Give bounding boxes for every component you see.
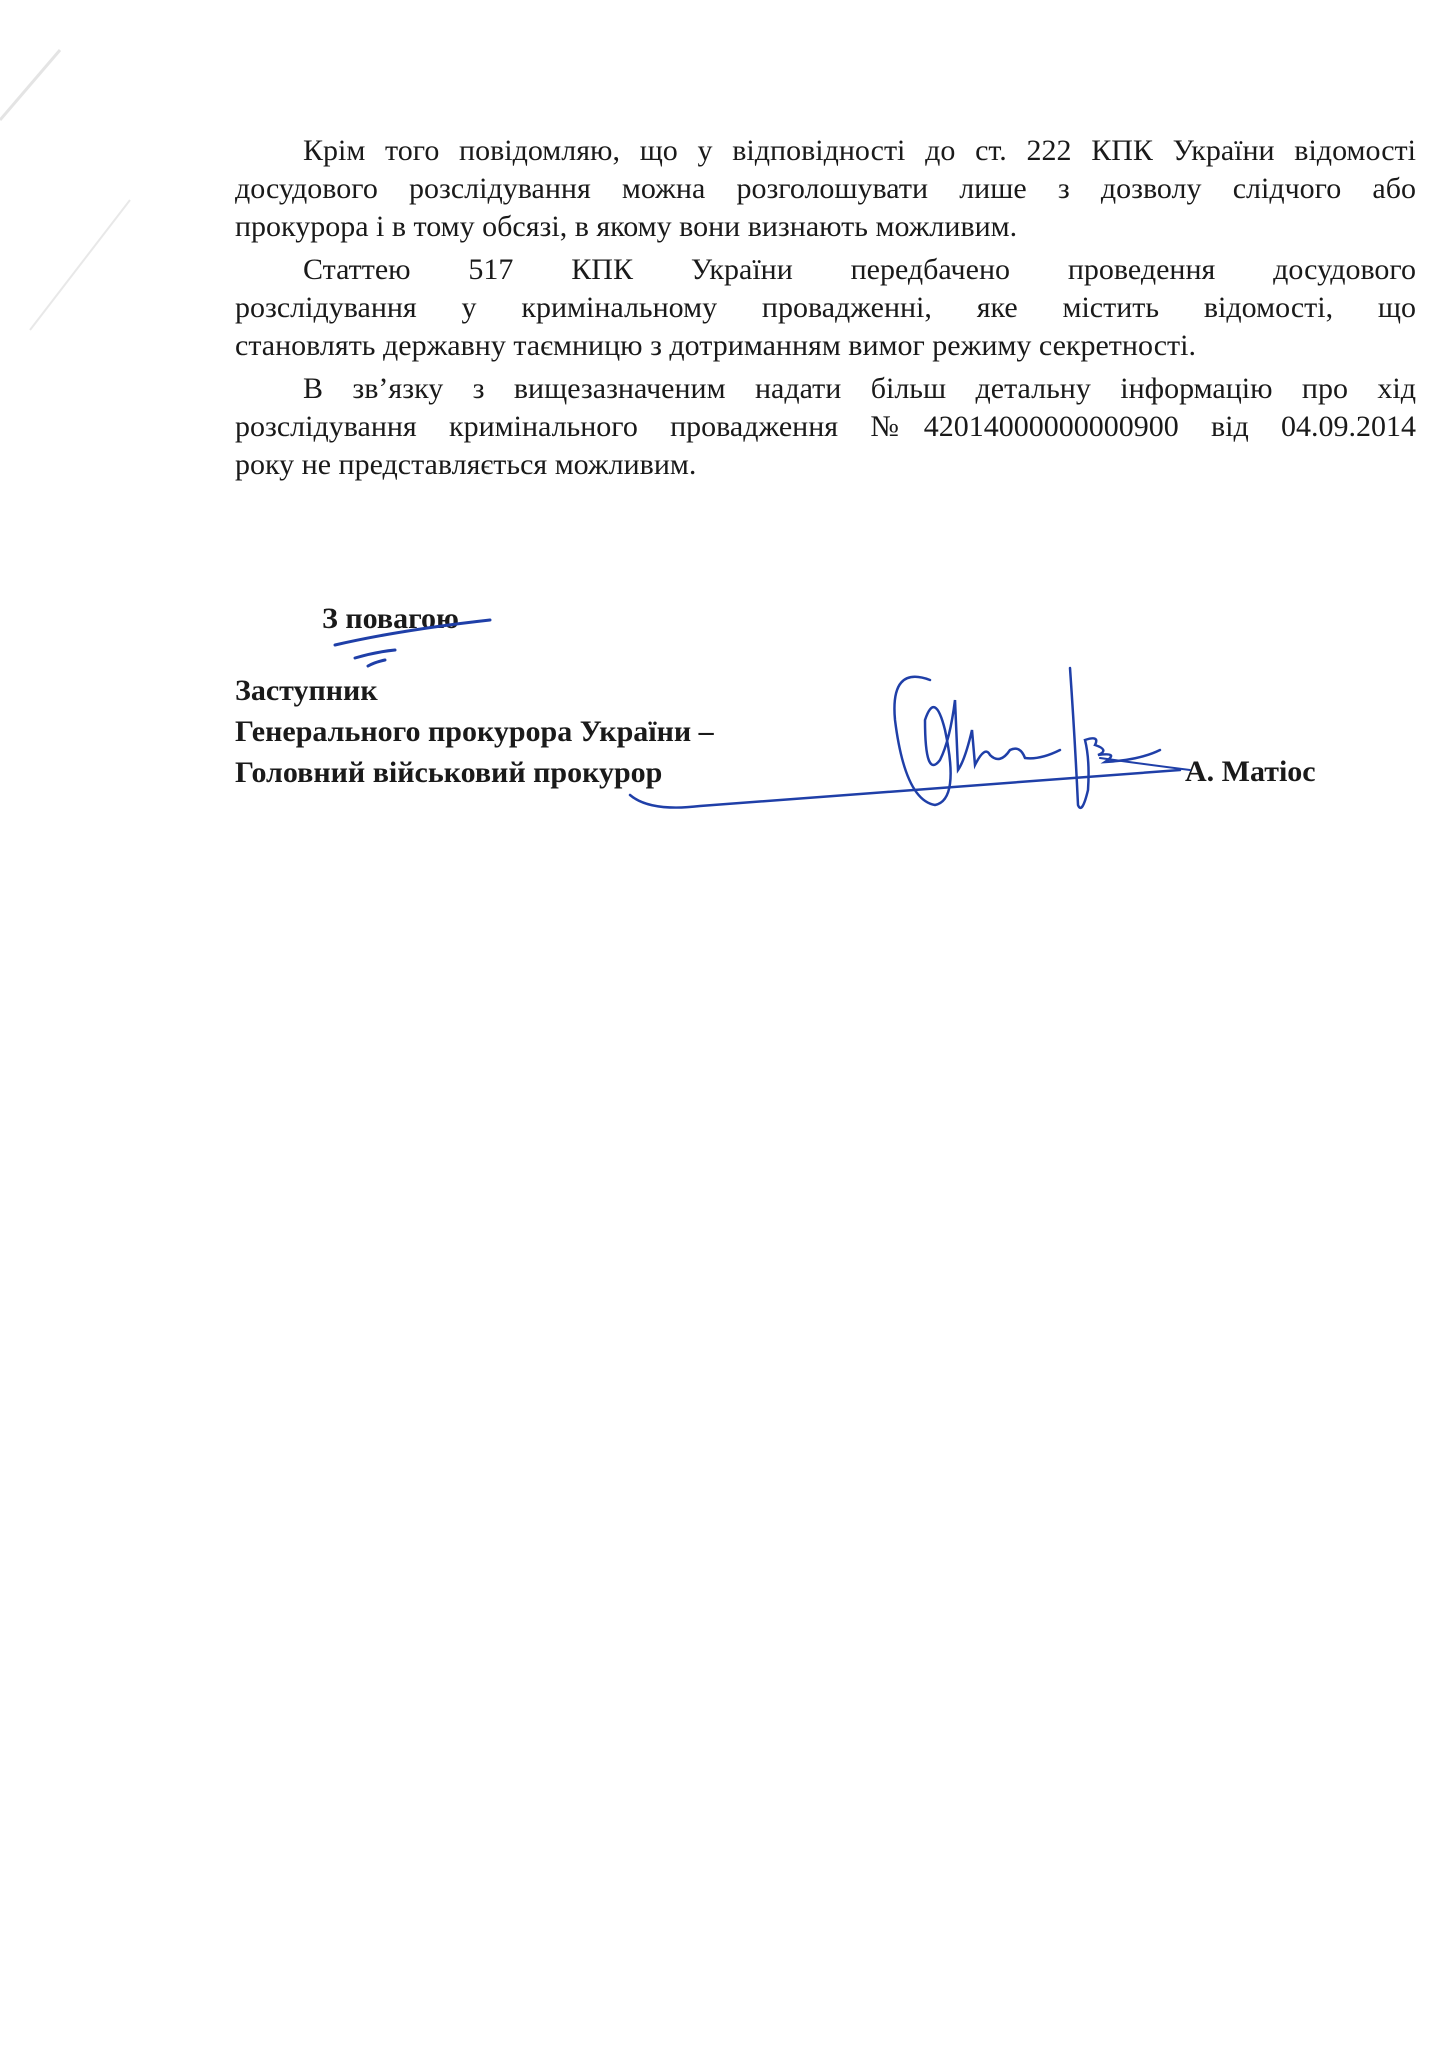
position-line: Генерального прокурора України – (235, 715, 714, 748)
text-line: Статтею 517 КПК України передбачено проведення досудового (303, 253, 1416, 286)
signatory-position (235, 670, 714, 793)
text-line: розслідування у кримінальному провадженні, яке містить відомості, що (235, 291, 1416, 324)
letter-body (235, 132, 1416, 489)
position-line: Головний військовий прокурор (235, 756, 663, 789)
text-line: прокурора і в тому обсязі, в якому вони визнають можливим. (235, 210, 1018, 243)
text-line: року не представляється можливим. (235, 448, 697, 481)
signatory-name: А. Матіос (1185, 755, 1316, 788)
paragraph-article-517 (235, 251, 1416, 365)
text-line: досудового розслідування можна розголошувати лише з дозволу слідчого або (235, 172, 1416, 205)
text-line: В зв’язку з вищезазначеним надати більш детальну інформацію про хід (303, 372, 1416, 405)
paper-crease-mark (0, 0, 200, 400)
text-line: Крім того повідомляю, що у відповідності до ст. 222 КПК України відомості (303, 134, 1416, 167)
paragraph-disclosure (235, 132, 1416, 246)
text-line: становлять державну таємницю з дотриманням вимог режиму секретності. (235, 329, 1196, 362)
text-line: розслідування кримінального провадження №42014000000000900 від 04.09.2014 (235, 410, 1416, 443)
position-line: Заступник (235, 674, 378, 707)
paragraph-conclusion (235, 370, 1416, 484)
closing-regards: З повагою (322, 602, 459, 635)
